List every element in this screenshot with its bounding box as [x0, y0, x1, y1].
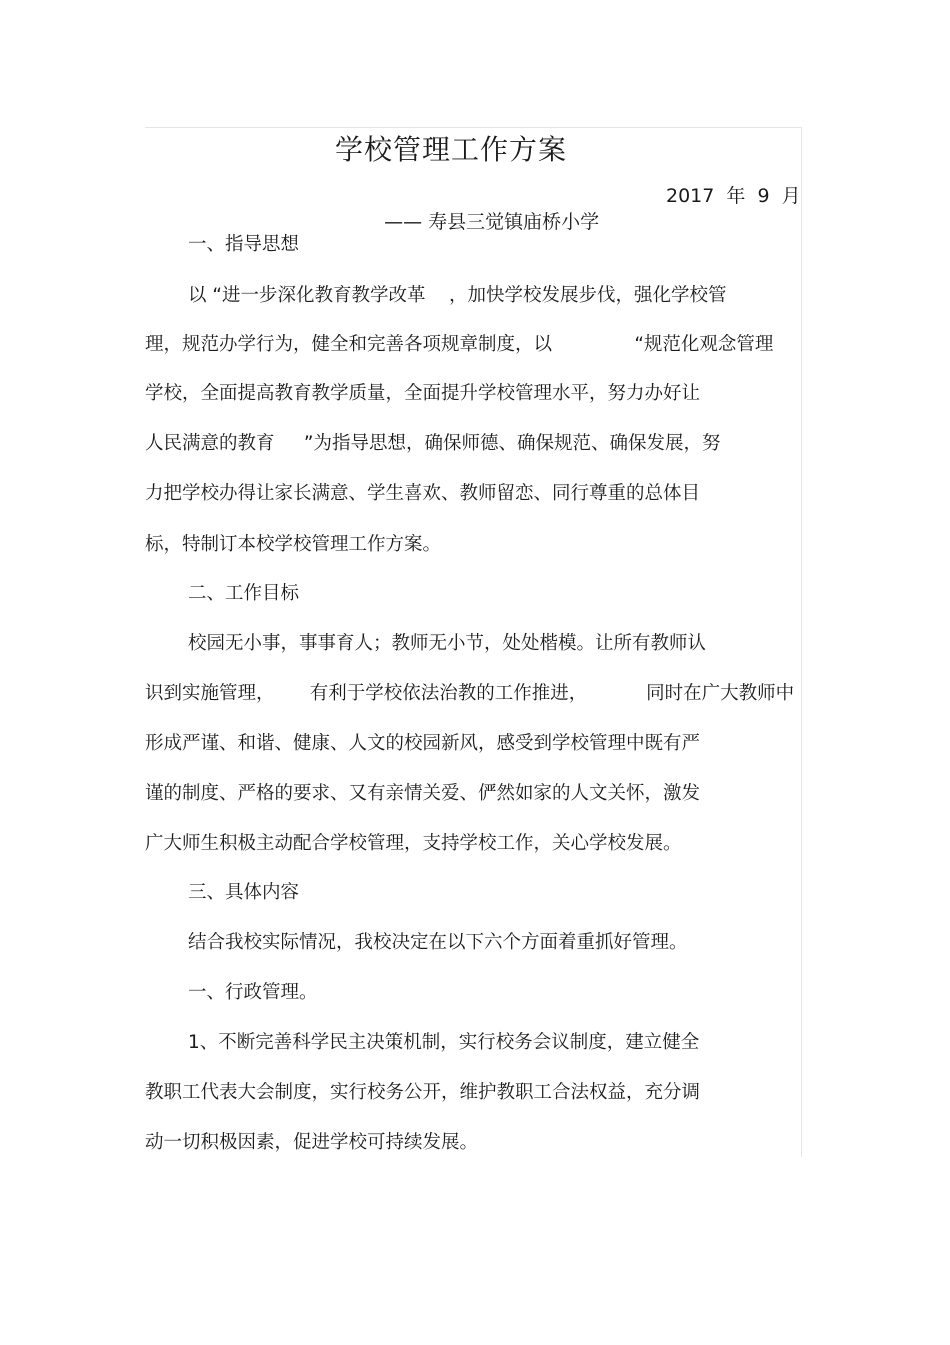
heading-specific-content: 三、具体内容	[188, 882, 300, 903]
heading-work-goals: 二、工作目标	[188, 583, 300, 604]
paragraph-line: 力把学校办得让家长满意、学生喜欢、教师留恋、同行尊重的总体目	[145, 483, 701, 504]
document-title: 学校管理工作方案	[334, 133, 567, 166]
school-name: —— 寿县三觉镇庙桥小学	[384, 211, 600, 233]
paragraph-line: 识到实施管理， 有利于学校依法治教的工作推进， 同时在广大教师中	[145, 683, 795, 704]
paragraph-line: 标，特制订本校学校管理工作方案。	[145, 534, 442, 555]
paragraph-line: 教职工代表大会制度，实行校务公开，维护教职工合法权益，充分调	[145, 1082, 701, 1103]
paragraph-line: 1、不断完善科学民主决策机制，实行校务会议制度，建立健全	[188, 1032, 700, 1053]
heading-administrative-management: 一、行政管理。	[188, 982, 318, 1003]
heading-guiding-ideology: 一、指导思想	[188, 234, 300, 255]
paragraph-line: 结合我校实际情况，我校决定在以下六个方面着重抓好管理。	[188, 932, 688, 953]
paragraph-line: 谨的制度、严格的要求、又有亲情关爱、俨然如家的人文关怀，激发	[145, 783, 701, 804]
paragraph-line: 理，规范办学行为，健全和完善各项规章制度，以 “规范化观念管理	[145, 334, 774, 355]
document-date: 2017 年 9 月	[666, 185, 801, 207]
paragraph-line: 人民满意的教育 ”为指导思想，确保师德、确保规范、确保发展，努	[145, 433, 721, 454]
paragraph-line: 广大师生积极主动配合学校管理，支持学校工作，关心学校发展。	[145, 833, 682, 854]
paragraph-line: 形成严谨、和谐、健康、人文的校园新风，感受到学校管理中既有严	[145, 733, 701, 754]
paragraph-line: 校园无小事，事事育人；教师无小节，处处楷模。让所有教师认	[188, 633, 707, 654]
paragraph-line: 以 “进一步深化教育教学改革 ，加快学校发展步伐，强化学校管	[188, 285, 727, 306]
paragraph-line: 动一切积极因素，促进学校可持续发展。	[145, 1132, 479, 1153]
paragraph-line: 学校，全面提高教育教学质量，全面提升学校管理水平，努力办好让	[145, 383, 701, 404]
document-subtitle	[372, 183, 801, 261]
